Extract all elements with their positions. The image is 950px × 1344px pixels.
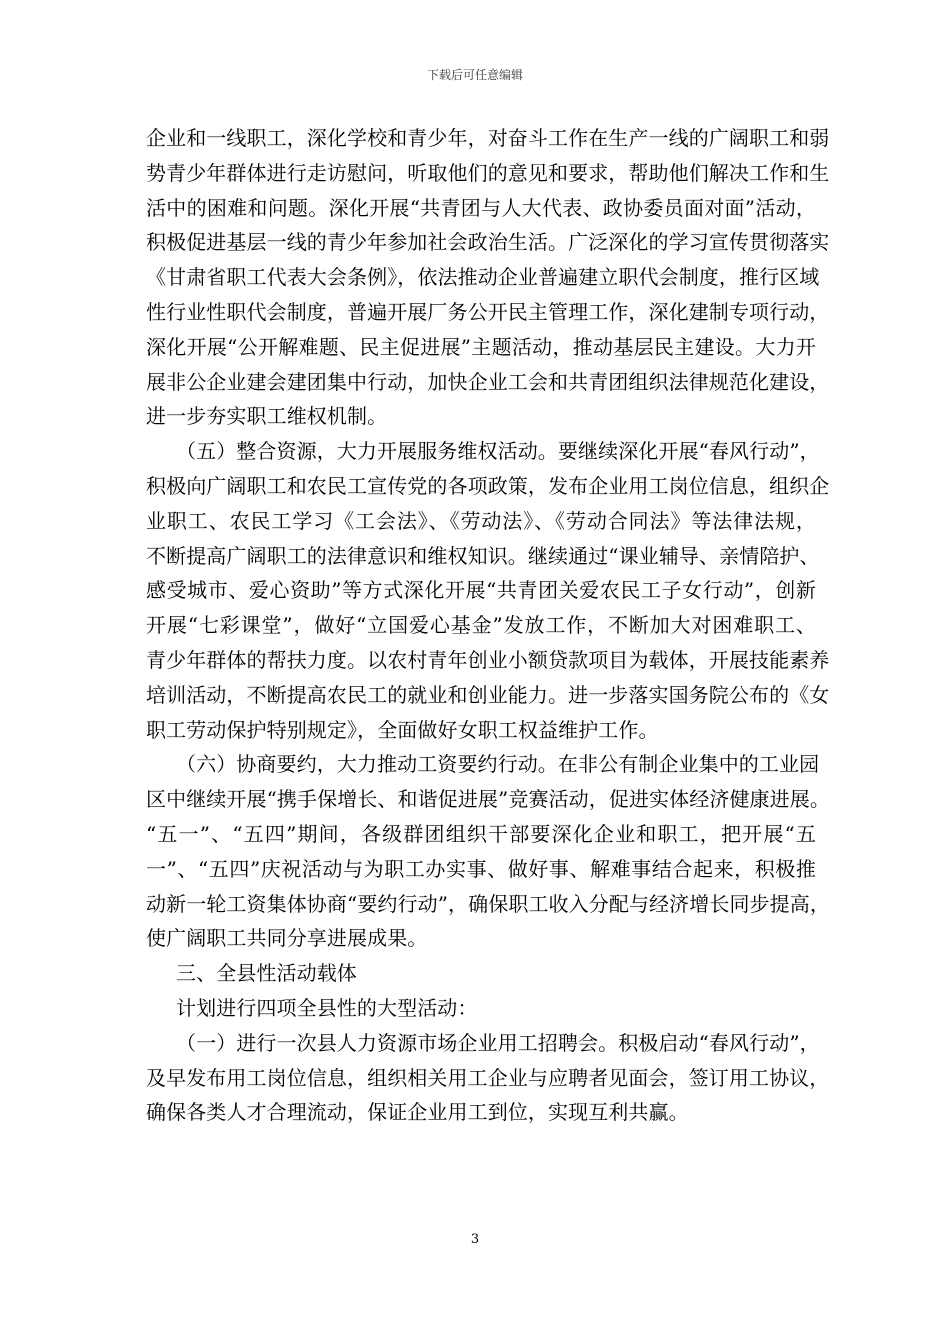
- text-line: 使广阔职工共同分享进展成果。: [146, 926, 428, 951]
- text-line: 不断提高广阔职工的法律意识和维权知识。继续通过“课业辅导、亲情陪护、: [146, 543, 820, 568]
- text-line: 区中继续开展“携手保增长、和谐促进展”竞赛活动，促进实体经济健康进展。: [146, 787, 830, 812]
- text-line: （一）进行一次县人力资源市场企业用工招聘会。积极启动“春风行动”，: [176, 1030, 820, 1055]
- text-line: （六）协商要约，大力推动工资要约行动。在非公有制企业集中的工业园: [176, 752, 820, 777]
- page-number: 3: [470, 1232, 480, 1247]
- text-line: 职工劳动保护特别规定》，全面做好女职工权益维护工作。: [146, 717, 659, 742]
- text-line: 业职工、农民工学习《工会法》、《劳动法》、《劳动合同法》等法律法规，: [146, 508, 816, 533]
- text-line: 及早发布用工岗位信息，组织相关用工企业与应聘者见面会，签订用工协议，: [146, 1065, 830, 1090]
- text-line: 三、全县性活动载体: [176, 961, 357, 986]
- text-line: “五一”、“五四”期间，各级群团组织干部要深化企业和职工，把开展“五: [146, 821, 816, 846]
- text-line: 进一步夯实职工维权机制。: [146, 404, 388, 429]
- text-line: 活中的困难和问题。深化开展“共青团与人大代表、政协委员面对面”活动，: [146, 195, 816, 220]
- text-line: 深化开展“公开解难题、民主促进展”主题活动，推动基层民主建设。大力开: [146, 334, 816, 359]
- text-line: 计划进行四项全县性的大型活动：: [176, 995, 478, 1020]
- text-line: 展非公企业建会建团集中行动，加快企业工会和共青团组织法律规范化建设，: [146, 369, 830, 394]
- text-line: 积极促进基层一线的青少年参加社会政治生活。广泛深化的学习宣传贯彻落实: [146, 230, 830, 255]
- text-line: 积极向广阔职工和农民工宣传党的各项政策，发布企业用工岗位信息，组织企: [146, 473, 830, 498]
- text-line: （五）整合资源，大力开展服务维权活动。要继续深化开展“春风行动”，: [176, 439, 820, 464]
- text-line: 青少年群体的帮扶力度。以农村青年创业小额贷款项目为载体，开展技能素养: [146, 647, 830, 672]
- text-line: 企业和一线职工，深化学校和青少年，对奋斗工作在生产一线的广阔职工和弱: [146, 126, 830, 150]
- document-body: [146, 121, 830, 1130]
- text-line: 《甘肃省职工代表大会条例》，依法推动企业普遍建立职代会制度，推行区域: [146, 265, 820, 290]
- text-line: 动新一轮工资集体协商“要约行动”，确保职工收入分配与经济增长同步提高，: [146, 891, 830, 916]
- page-header: 下载后可任意编辑: [426, 68, 523, 82]
- text-line: 确保各类人才合理流动，保证企业用工到位，实现互利共赢。: [146, 1100, 689, 1125]
- text-line: 势青少年群体进行走访慰问，听取他们的意见和要求，帮助他们解决工作和生: [146, 160, 830, 185]
- text-line: 性行业性职代会制度，普遍开展厂务公开民主管理工作，深化建制专项行动，: [146, 299, 830, 324]
- text-line: 感受城市、爱心资助”等方式深化开展“共青团关爱农民工子女行动”，创新: [146, 578, 816, 603]
- text-line: 培训活动，不断提高农民工的就业和创业能力。进一步落实国务院公布的《女: [146, 682, 830, 707]
- text-line: 一”、“五四”庆祝活动与为职工办实事、做好事、解难事结合起来，积极推: [146, 856, 816, 881]
- text-line: 开展“七彩课堂”，做好“立国爱心基金”发放工作，不断加大对困难职工、: [146, 613, 816, 638]
